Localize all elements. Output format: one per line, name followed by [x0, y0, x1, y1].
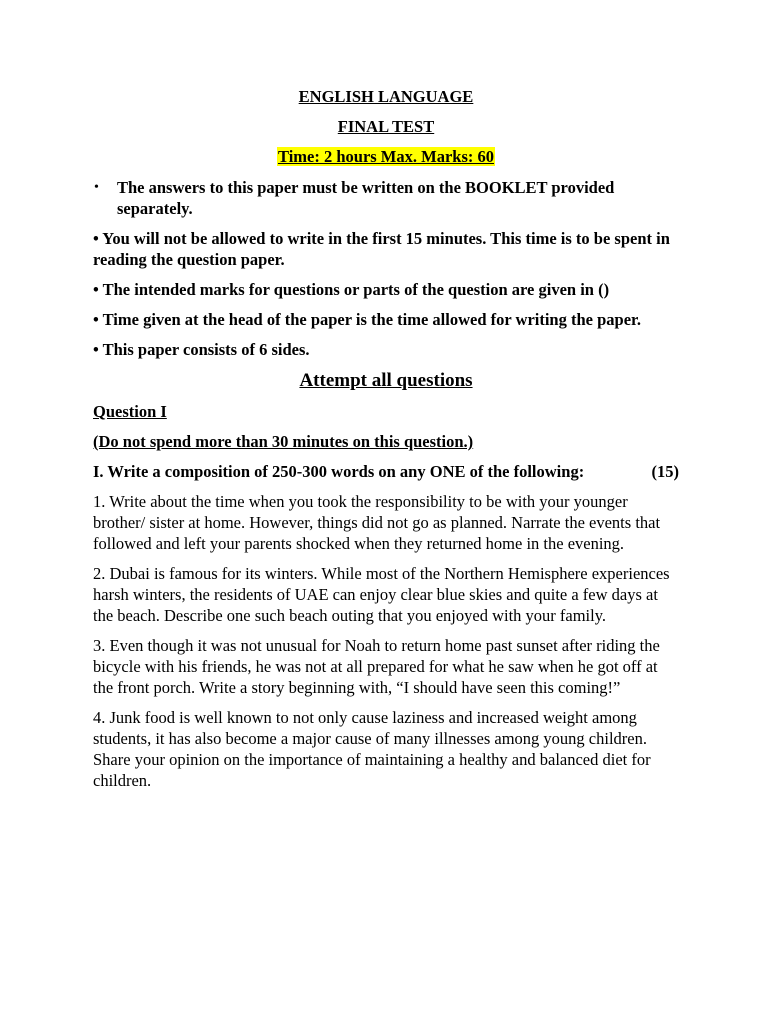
time-marks-block	[93, 147, 679, 167]
composition-option: 3. Even though it was not unusual for Noah to return home past sunset after riding the bicycle with his friends, he was not at all prepared for what he saw when he got off at the front porch. Write a story beginning with, “I should have seen this coming!”	[93, 636, 660, 697]
time-marks: Time: 2 hours Max. Marks: 60	[277, 147, 494, 166]
instruction-item: • Time given at the head of the paper is the time allowed for writing the paper.	[93, 310, 641, 329]
task-line	[93, 461, 679, 482]
composition-option: 1. Write about the time when you took the responsibility to be with your younger brother/ sister at home. However, things did not go as planned. Narrate the events that followed and left your parents shocked when they returned home in the evening.	[93, 492, 661, 553]
task-marks: (15)	[651, 462, 679, 481]
task-text: I. Write a composition of 250-300 words on any ONE of the following:	[93, 462, 585, 481]
section-title: Attempt all questions	[299, 370, 473, 391]
instruction-item: • You will not be allowed to write in the first 15 minutes. This time is to be spent in reading the question paper.	[93, 229, 670, 269]
test-name: FINAL TEST	[337, 117, 435, 136]
composition-option: 2. Dubai is famous for its winters. While most of the Northern Hemisphere experiences harsh winters, the residents of UAE can enjoy clear blue skies and quite a few days at the beach. Describe one such beach outing that you enjoyed with your family.	[93, 564, 670, 625]
test-name-block	[93, 117, 679, 137]
instruction-text: The answers to this paper must be written on the BOOKLET provided separately.	[117, 178, 615, 218]
header-block	[93, 87, 679, 107]
bullet-icon: •	[94, 180, 99, 195]
question-note-text: (Do not spend more than 30 minutes on this question.)	[93, 432, 474, 451]
instruction-item: • The intended marks for questions or parts of the question are given in ()	[93, 280, 610, 299]
question-title-text: Question I	[93, 402, 167, 421]
instruction-item: • This paper consists of 6 sides.	[93, 340, 310, 359]
instruction-item	[93, 177, 679, 219]
exam-page	[93, 87, 679, 800]
question-title	[93, 401, 679, 422]
composition-option: 4. Junk food is well known to not only cause laziness and increased weight among students, it has also become a major cause of many illnesses among young children. Share your opinion on the importance of maintaining a healthy and balanced diet for children.	[93, 708, 651, 790]
question-note	[93, 431, 679, 452]
subject-title: ENGLISH LANGUAGE	[298, 87, 474, 106]
